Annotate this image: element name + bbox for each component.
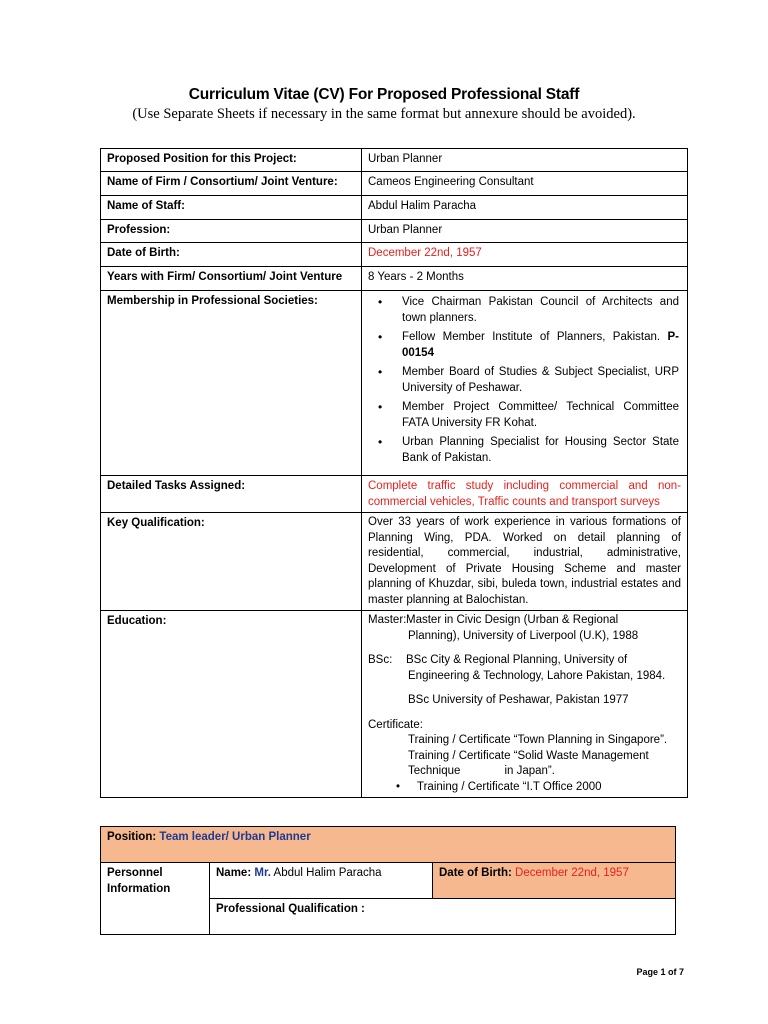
table-row bbox=[101, 149, 688, 172]
position-header-value: Team leader/ Urban Planner bbox=[159, 831, 311, 843]
page-subtitle: (Use Separate Sheets if necessary in the same format but annexure should be avoided). bbox=[132, 106, 636, 122]
qualification-label: Key Qualification: bbox=[101, 513, 362, 611]
list-item: • Vice Chairman Pakistan Council of Architects and town planners. bbox=[402, 294, 681, 326]
firm-value: Cameos Engineering Consultant bbox=[362, 172, 688, 196]
tasks-label: Detailed Tasks Assigned: bbox=[101, 476, 362, 513]
personnel-label: Personnel Information bbox=[101, 863, 210, 935]
dob-value: December 22nd, 1957 bbox=[362, 243, 688, 267]
certificate-item: Technique in Japan”. bbox=[408, 765, 555, 777]
professional-qualification-label: Professional Qualification : bbox=[210, 899, 676, 935]
certificate-item: Training / Certificate “Town Planning in Singapore”. bbox=[408, 734, 668, 746]
certificate-item: Training / Certificate “Solid Waste Management bbox=[408, 749, 649, 762]
table-row bbox=[101, 611, 688, 798]
years-value: 8 Years - 2 Months bbox=[362, 267, 688, 291]
list-item: • Member Project Committee/ Technical Committee FATA University FR Kohat. bbox=[402, 399, 681, 431]
table-row bbox=[101, 196, 688, 220]
table-row bbox=[101, 172, 688, 196]
education-label: Education: bbox=[101, 611, 362, 798]
profession-value: Urban Planner bbox=[362, 220, 688, 243]
education-bsc: BSc: BSc City & Regional Planning, University of bbox=[368, 654, 628, 666]
education-bsc2: BSc University of Peshawar, Pakistan 1977 bbox=[408, 694, 629, 706]
list-item: • Urban Planning Specialist for Housing Sector State Bank of Pakistan. bbox=[402, 434, 681, 466]
name-cell: Name: Mr. Abdul Halim Paracha bbox=[210, 863, 433, 899]
page-title: Curriculum Vitae (CV) For Proposed Professional Staff bbox=[188, 86, 580, 103]
table-row bbox=[101, 476, 688, 513]
position-value: Urban Planner bbox=[362, 149, 688, 172]
certificate-item: • Training / Certificate “I.T Office 2000 bbox=[368, 780, 681, 796]
table-row bbox=[101, 291, 688, 476]
table-row bbox=[101, 513, 688, 611]
list-item: • Fellow Member Institute of Planners, Pakistan. P-00154 bbox=[402, 329, 681, 361]
qualification-value: Over 33 years of work experience in various formations of Planning Wing, PDA. Worked on detail planning of residential, commercial, industrial, administrative, Development of Private Housing Scheme and master planning of Khuzdar, sibi, buleda town, industrial estates and master planning at Balochistan. bbox=[362, 513, 688, 611]
list-item: • Member Board of Studies & Subject Specialist, URP University of Peshawar. bbox=[402, 364, 681, 396]
staff-value: Abdul Halim Paracha bbox=[362, 196, 688, 220]
education-master: Master: Master in Civic Design (Urban & Regional bbox=[368, 614, 619, 626]
staff-label: Name of Staff: bbox=[101, 196, 362, 220]
dob-cell: Date of Birth: December 22nd, 1957 bbox=[433, 863, 676, 899]
position-header bbox=[101, 827, 676, 863]
position-header-label: Position: bbox=[107, 831, 157, 843]
page-number: Page 1 of 7 bbox=[636, 967, 684, 977]
education-certificate-key: Certificate: bbox=[368, 718, 423, 731]
table-row bbox=[101, 220, 688, 243]
table-row bbox=[101, 863, 676, 899]
tasks-value: Complete traffic study including commercial and non-commercial vehicles, Traffic counts and transport surveys bbox=[362, 476, 688, 513]
membership-value bbox=[362, 291, 688, 476]
table-row bbox=[101, 267, 688, 291]
table-row bbox=[101, 827, 676, 863]
cv-table bbox=[100, 148, 688, 798]
firm-label: Name of Firm / Consortium/ Joint Venture: bbox=[101, 172, 362, 196]
membership-list bbox=[368, 294, 681, 466]
position-label: Proposed Position for this Project: bbox=[101, 149, 362, 172]
years-label: Years with Firm/ Consortium/ Joint Venture bbox=[101, 267, 362, 291]
membership-label: Membership in Professional Societies: bbox=[101, 291, 362, 476]
dob-label: Date of Birth: bbox=[101, 243, 362, 267]
education-value: Master: Master in Civic Design (Urban & Regional Planning), University of Liverpool (U.K), 1988 BSc: BSc City & Regional Planning, University of Engineering & Technology, Lahore Pakistan, 1984. BSc University of Peshawar, Pakistan 1977 Certificate: Training / Certificate “Town Planning in Singapore”. Training / Certificate “Solid Waste Management Technique in Japan”. • Training / Certificate “I.T Office 2000 bbox=[362, 611, 688, 798]
profession-label: Profession: bbox=[101, 220, 362, 243]
position-table bbox=[100, 826, 676, 935]
table-row bbox=[101, 243, 688, 267]
